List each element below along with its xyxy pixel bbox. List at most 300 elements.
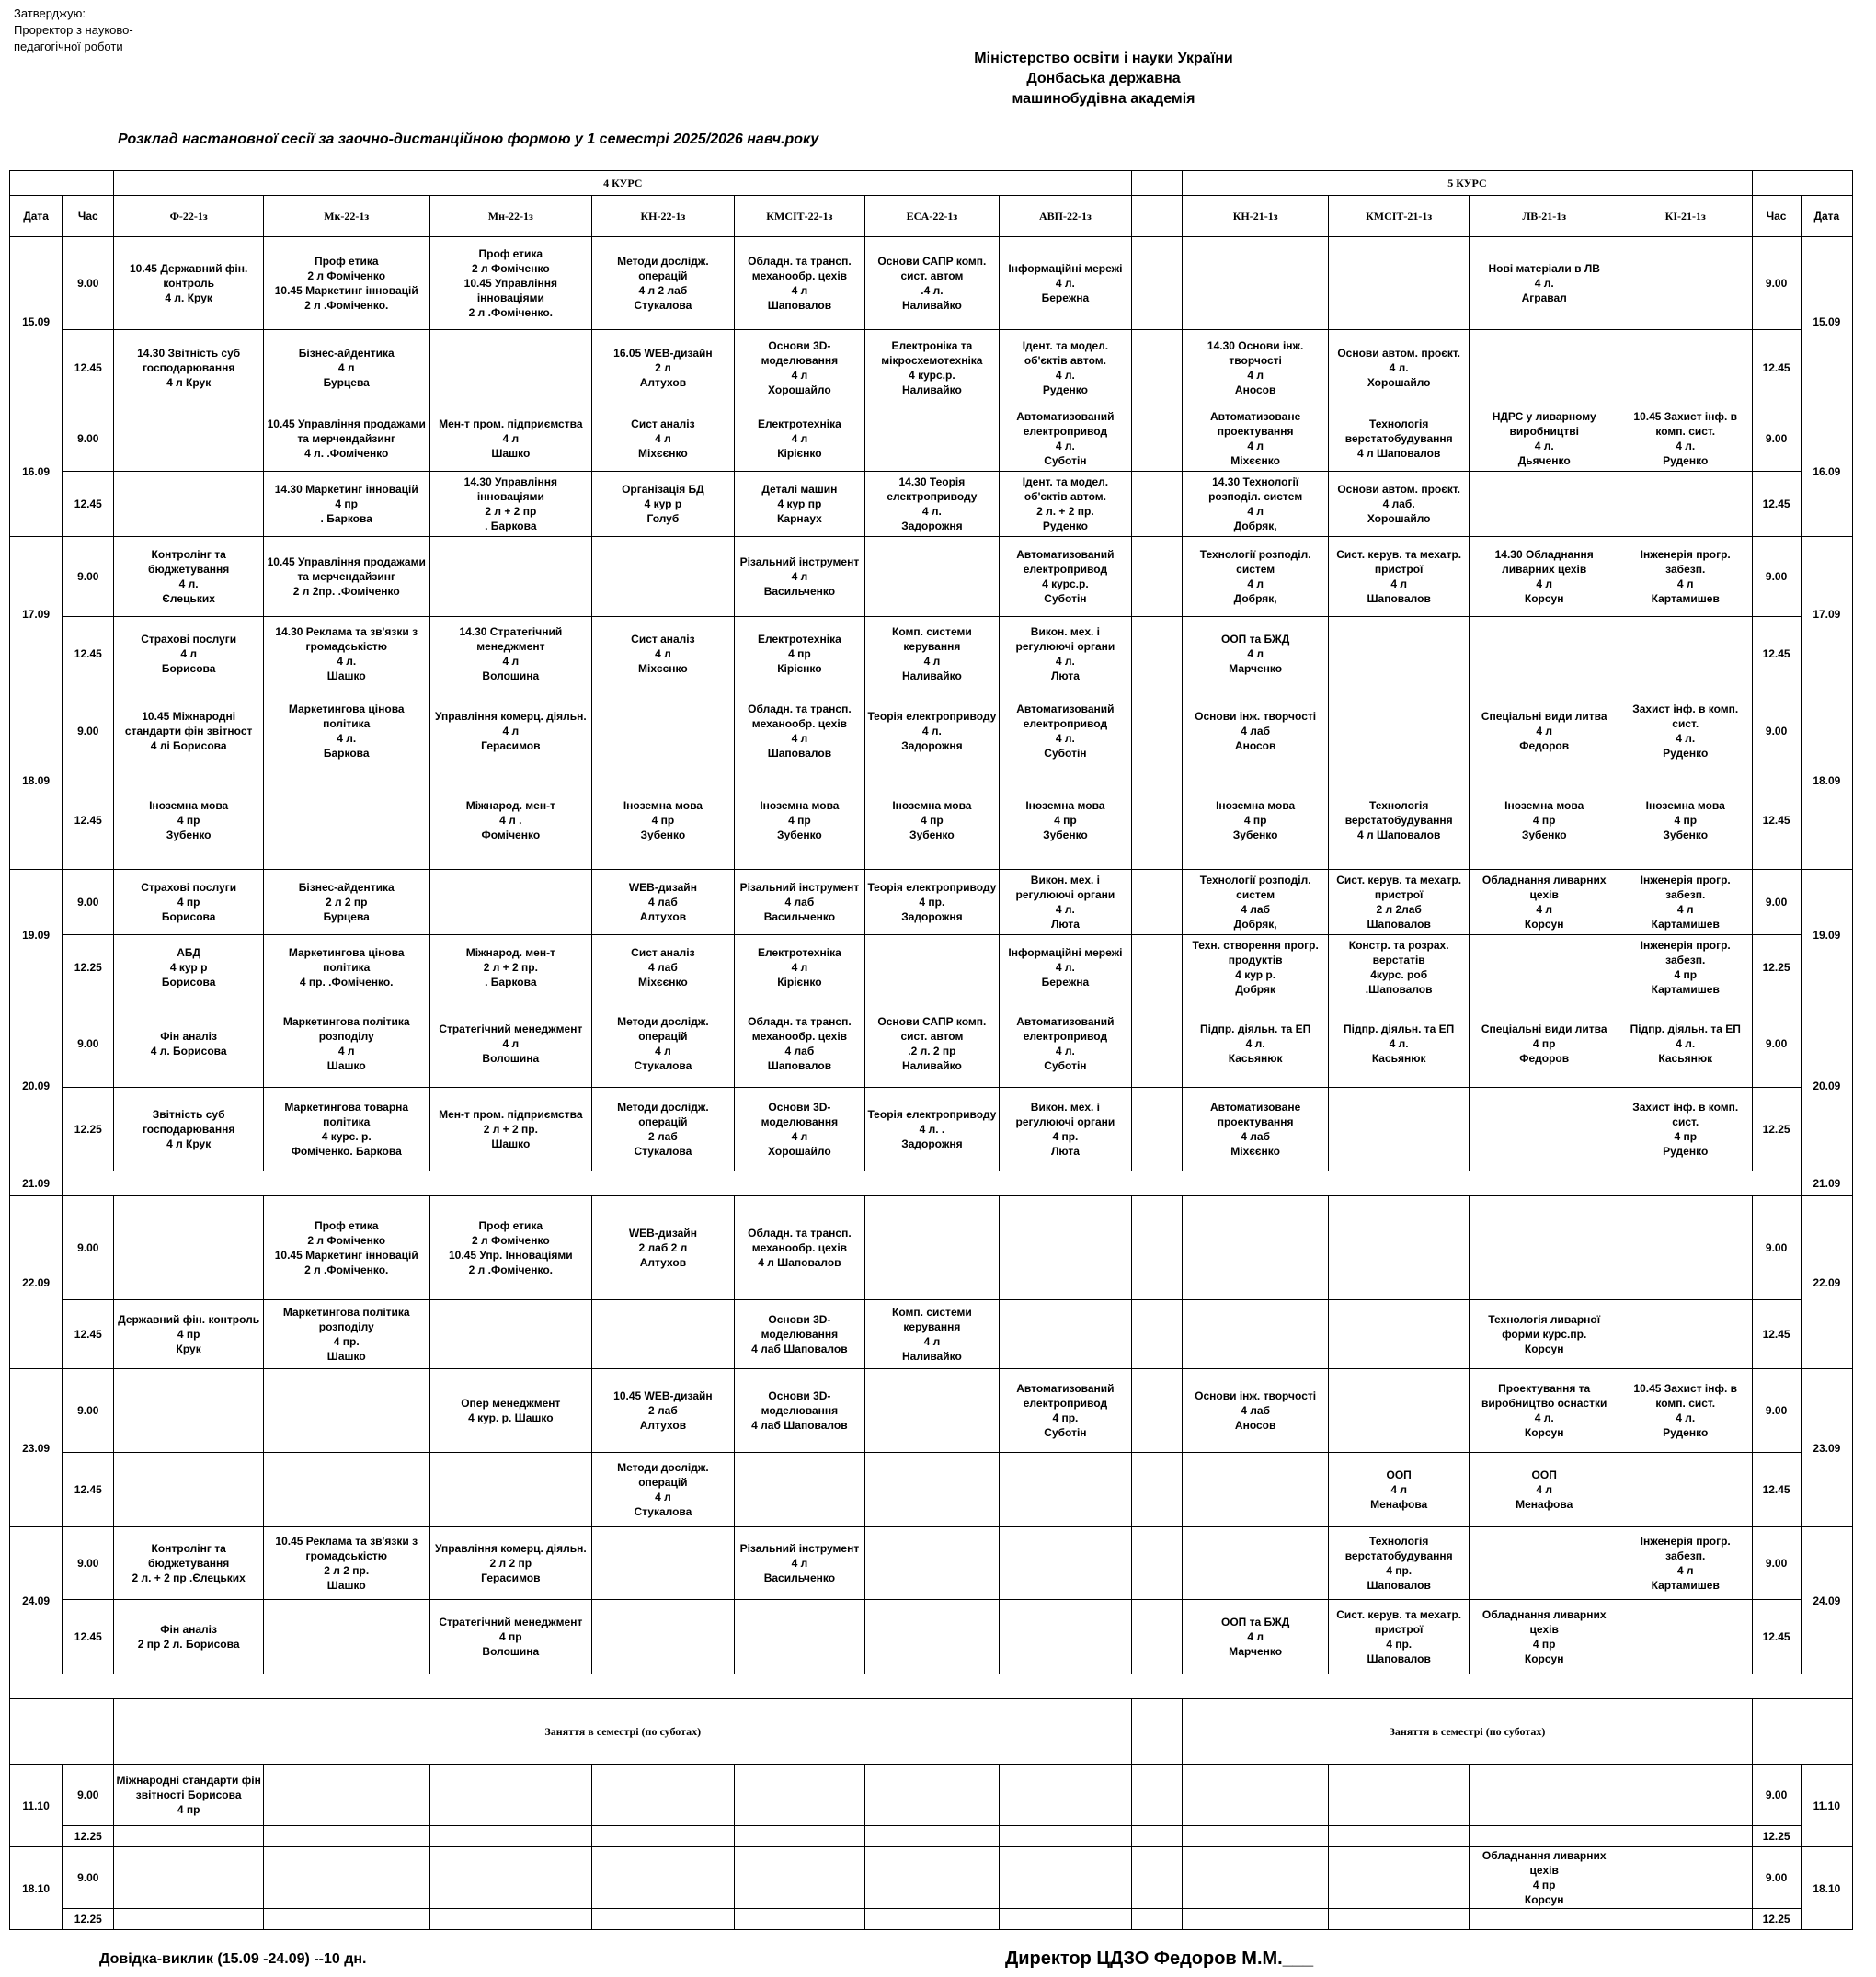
class-cell: Проф етика 2 л Фоміченко 10.45 Упр. Інноваціями 2 л .Фоміченко. — [429, 1196, 592, 1300]
group-header: КІ-21-1з — [1619, 196, 1752, 237]
class-cell — [1328, 691, 1470, 771]
class-cell: Автоматизоване проектування 4 л Міхєєнко — [1183, 406, 1329, 472]
class-cell: Основи інж. творчості 4 лаб Аносов — [1183, 691, 1329, 771]
gap-cell — [1132, 1527, 1183, 1600]
semester-row — [10, 1699, 1853, 1765]
class-cell: Інженерія прогр. забезп. 4 л Картамишев — [1619, 870, 1752, 935]
gap-cell — [1132, 406, 1183, 472]
class-cell — [1183, 1196, 1329, 1300]
time-cell: 9.00 — [63, 691, 114, 771]
gap-cell — [1132, 1369, 1183, 1453]
class-cell — [999, 1909, 1132, 1930]
class-cell — [114, 1826, 264, 1847]
class-cell: Ідент. та модел. об'єктів автом. 2 л. + 2 пр. Руденко — [999, 472, 1132, 537]
class-cell: Сист. керув. та мехатр. пристрої 4 пр. Шаповалов — [1328, 1600, 1470, 1674]
class-cell: Методи дослідж. операцій 4 л 2 лаб Стукалова — [592, 237, 735, 330]
class-cell: Нові матеріали в ЛВ 4 л. Агравал — [1470, 237, 1619, 330]
class-cell: ООП 4 л Менафова — [1328, 1453, 1470, 1527]
class-cell — [1328, 1300, 1470, 1369]
blank-row-cell — [10, 1674, 1853, 1699]
class-cell: 10.45 Міжнародні стандарти фін звітност 4 лі Борисова — [114, 691, 264, 771]
class-cell — [734, 1453, 864, 1527]
class-cell — [429, 1765, 592, 1826]
class-cell — [592, 1600, 735, 1674]
gap-cell — [1132, 1453, 1183, 1527]
time-cell: 9.00 — [1752, 691, 1801, 771]
class-cell: 10.45 Державний фін. контроль 4 л. Крук — [114, 237, 264, 330]
group-header: КН-21-1з — [1183, 196, 1329, 237]
class-cell: Автоматизоване проектування 4 лаб Міхєєнко — [1183, 1088, 1329, 1171]
class-cell: Основи САПР комп. сист. автом .4 л. Наливайко — [865, 237, 1000, 330]
class-cell: ООП 4 л Менафова — [1470, 1453, 1619, 1527]
class-cell — [114, 1369, 264, 1453]
class-cell: 14.30 Обладнання ливарних цехів 4 л Корсун — [1470, 537, 1619, 617]
class-cell: Підпр. діяльн. та ЕП 4 л. Касьянюк — [1328, 1000, 1470, 1088]
class-cell: Захист інф. в комп. сист. 4 пр Руденко — [1619, 1088, 1752, 1171]
class-cell: Комп. системи керування 4 л Наливайко — [865, 617, 1000, 691]
class-cell — [1470, 1196, 1619, 1300]
gap-cell — [1132, 1826, 1183, 1847]
table-row — [10, 472, 1853, 537]
table-row — [10, 1826, 1853, 1847]
class-cell: Звітність суб господарювання 4 л Крук — [114, 1088, 264, 1171]
class-cell — [865, 1453, 1000, 1527]
date-cell: 23.09 — [1801, 1369, 1852, 1527]
class-cell — [114, 1909, 264, 1930]
class-cell — [1183, 1847, 1329, 1909]
class-cell: 14.30 Стратегічний менеджмент 4 л Волошина — [429, 617, 592, 691]
class-cell — [865, 406, 1000, 472]
class-cell: Мен-т пром. підприємства 4 л Шашко — [429, 406, 592, 472]
class-cell: Електротехніка 4 пр Кірієнко — [734, 617, 864, 691]
class-cell — [999, 1196, 1132, 1300]
course-header-row — [10, 171, 1853, 196]
time-cell: 9.00 — [63, 406, 114, 472]
table-row — [10, 935, 1853, 1000]
class-cell — [263, 1826, 429, 1847]
table-row — [10, 1300, 1853, 1369]
class-cell: Іноземна мова 4 пр Зубенко — [734, 771, 864, 870]
class-cell — [592, 1527, 735, 1600]
class-cell: Бізнес-айдентика 4 л Бурцева — [263, 330, 429, 406]
table-row — [10, 1765, 1853, 1826]
class-cell — [429, 870, 592, 935]
class-cell: Управління комерц. діяльн. 4 л Герасимов — [429, 691, 592, 771]
gap-cell — [1132, 691, 1183, 771]
class-cell: 10.45 Реклама та зв'язки з громадськістю 2 л 2 пр. Шашко — [263, 1527, 429, 1600]
class-cell — [999, 1847, 1132, 1909]
class-cell — [429, 1453, 592, 1527]
class-cell — [1183, 1765, 1329, 1826]
class-cell — [1183, 1527, 1329, 1600]
table-row — [10, 1196, 1853, 1300]
corner-cell — [10, 171, 114, 196]
class-cell: НДРС у ливарному виробництві 4 л. Дьяченко — [1470, 406, 1619, 472]
table-row — [10, 1369, 1853, 1453]
class-cell: Техн. створення прогр. продуктів 4 кур р. Добряк — [1183, 935, 1329, 1000]
time-cell: 12.45 — [1752, 617, 1801, 691]
group-header: КН-22-1з — [592, 196, 735, 237]
class-cell — [1619, 1196, 1752, 1300]
time-cell: 9.00 — [63, 1765, 114, 1826]
class-cell — [1328, 1826, 1470, 1847]
class-cell: Управління комерц. діяльн. 2 л 2 пр Герасимов — [429, 1527, 592, 1600]
class-cell — [1619, 1847, 1752, 1909]
class-cell: Обладн. та трансп. механообр. цехів 4 л Шаповалов — [734, 1196, 864, 1300]
class-cell: Методи дослідж. операцій 2 лаб Стукалова — [592, 1088, 735, 1171]
class-cell: Проф етика 2 л Фоміченко 10.45 Маркетинг інновацій 2 л .Фоміченко. — [263, 1196, 429, 1300]
class-cell — [263, 1600, 429, 1674]
class-cell: Технологія верстатобудування 4 л Шаповалов — [1328, 771, 1470, 870]
class-cell — [1328, 1765, 1470, 1826]
class-cell: Основи інж. творчості 4 лаб Аносов — [1183, 1369, 1329, 1453]
date-cell: 22.09 — [1801, 1196, 1852, 1369]
time-cell: 9.00 — [63, 1196, 114, 1300]
class-cell: Державний фін. контроль 4 пр Крук — [114, 1300, 264, 1369]
class-cell: Основи САПР комп. сист. автом .2 л. 2 пр Наливайко — [865, 1000, 1000, 1088]
table-row — [10, 1600, 1853, 1674]
class-cell: Констр. та розрах. верстатів 4курс. роб .Шаповалов — [1328, 935, 1470, 1000]
date-cell: 19.09 — [10, 870, 63, 1000]
class-cell: Проф етика 2 л Фоміченко 10.45 Маркетинг інновацій 2 л .Фоміченко. — [263, 237, 429, 330]
class-cell: Спеціальні види литва 4 пр Федоров — [1470, 1000, 1619, 1088]
class-cell: Інженерія прогр. забезп. 4 л Картамишев — [1619, 1527, 1752, 1600]
table-row — [10, 1527, 1853, 1600]
class-cell — [1328, 1847, 1470, 1909]
signature-line — [14, 55, 101, 63]
class-cell — [1328, 617, 1470, 691]
ministry-line-1: Міністерство освіти і науки України — [974, 51, 1233, 66]
group-header: Мн-22-1з — [429, 196, 592, 237]
date-cell: 18.10 — [10, 1847, 63, 1930]
class-cell — [865, 1600, 1000, 1674]
time-cell: 12.45 — [63, 1600, 114, 1674]
time-cell: 12.45 — [63, 771, 114, 870]
class-cell: Контролінг та бюджетування 4 л. Єлецьких — [114, 537, 264, 617]
time-cell: 12.25 — [63, 1088, 114, 1171]
date-cell: 24.09 — [1801, 1527, 1852, 1674]
class-cell — [1328, 1369, 1470, 1453]
time-cell: 12.45 — [63, 472, 114, 537]
gap-cell — [1132, 935, 1183, 1000]
class-cell: 14.30 Маркетинг інновацій 4 пр . Баркова — [263, 472, 429, 537]
time-cell: 9.00 — [1752, 1000, 1801, 1088]
class-cell: Сист. керув. та мехатр. пристрої 4 л Шаповалов — [1328, 537, 1470, 617]
class-cell — [1619, 1765, 1752, 1826]
table-row — [10, 330, 1853, 406]
date-cell: 18.09 — [1801, 691, 1852, 870]
class-cell — [1328, 1196, 1470, 1300]
class-cell — [1470, 617, 1619, 691]
gap-cell — [1132, 870, 1183, 935]
class-cell: Обладнання ливарних цехів 4 л Корсун — [1470, 870, 1619, 935]
time-cell: 9.00 — [1752, 237, 1801, 330]
time-cell: 9.00 — [63, 237, 114, 330]
class-cell: Іноземна мова 4 пр Зубенко — [592, 771, 735, 870]
date-cell: 20.09 — [1801, 1000, 1852, 1171]
class-cell: Комп. системи керування 4 л Наливайко — [865, 1300, 1000, 1369]
class-cell: Маркетингова товарна політика 4 курс. р. Фоміченко. Баркова — [263, 1088, 429, 1171]
class-cell: Іноземна мова 4 пр Зубенко — [865, 771, 1000, 870]
table-row — [10, 771, 1853, 870]
time-cell: 12.45 — [1752, 1600, 1801, 1674]
time-cell: 9.00 — [63, 537, 114, 617]
class-cell — [1619, 1453, 1752, 1527]
class-cell: Викон. мех. і регулюючі органи 4 пр. Люта — [999, 1088, 1132, 1171]
semester-note-4: Заняття в семестрі (по суботах) — [114, 1699, 1132, 1765]
separator-row — [10, 1171, 1853, 1196]
time-cell: 12.45 — [63, 1300, 114, 1369]
gap-cell — [1132, 472, 1183, 537]
gap-cell — [1132, 330, 1183, 406]
class-cell: Різальний інструмент 4 л Васильченко — [734, 1527, 864, 1600]
class-cell: WEB-дизайн 4 лаб Алтухов — [592, 870, 735, 935]
date-cell: 20.09 — [10, 1000, 63, 1171]
class-cell — [865, 1527, 1000, 1600]
class-cell: Стратегічний менеджмент 4 пр Волошина — [429, 1600, 592, 1674]
class-cell — [865, 935, 1000, 1000]
class-cell: 14.30 Технології розподіл. систем 4 л Добряк, — [1183, 472, 1329, 537]
class-cell — [429, 330, 592, 406]
class-cell — [1619, 330, 1752, 406]
time-cell: 12.25 — [1752, 1088, 1801, 1171]
gap-cell — [1132, 1300, 1183, 1369]
class-cell: Стратегічний менеджмент 4 л Волошина — [429, 1000, 592, 1088]
time-cell: 9.00 — [63, 1369, 114, 1453]
class-cell: Ідент. та модел. об'єктів автом. 4 л. Руденко — [999, 330, 1132, 406]
gap-cell — [1132, 237, 1183, 330]
date-cell: 15.09 — [1801, 237, 1852, 406]
time-cell: 12.45 — [63, 617, 114, 691]
time-cell: 9.00 — [63, 1847, 114, 1909]
date-label: Дата — [10, 196, 63, 237]
class-cell: 14.30 Основи інж. творчості 4 л Аносов — [1183, 330, 1329, 406]
gap-cell — [1132, 1909, 1183, 1930]
class-cell — [263, 1847, 429, 1909]
class-cell: 16.05 WEB-дизайн 2 л Алтухов — [592, 330, 735, 406]
group-header: КМСІТ-22-1з — [734, 196, 864, 237]
class-cell: 14.30 Звітність суб господарювання 4 л Крук — [114, 330, 264, 406]
class-cell — [1470, 330, 1619, 406]
class-cell: Обладн. та трансп. механообр. цехів 4 л Шаповалов — [734, 691, 864, 771]
class-cell — [1183, 237, 1329, 330]
class-cell — [1183, 1300, 1329, 1369]
class-cell: 10.45 Захист інф. в комп. сист. 4 л. Руденко — [1619, 406, 1752, 472]
class-cell — [114, 1847, 264, 1909]
group-header: Мк-22-1з — [263, 196, 429, 237]
class-cell: Іноземна мова 4 пр Зубенко — [1183, 771, 1329, 870]
class-cell: Фін аналіз 4 л. Борисова — [114, 1000, 264, 1088]
approval-line-3: педагогічної роботи — [14, 40, 123, 53]
gap-cell — [1132, 1765, 1183, 1826]
class-cell — [1328, 1088, 1470, 1171]
class-cell: Технологія ливарної форми курс.пр. Корсун — [1470, 1300, 1619, 1369]
class-cell: Основи автом. проєкт. 4 лаб. Хорошайло — [1328, 472, 1470, 537]
class-cell: Спеціальні види литва 4 л Федоров — [1470, 691, 1619, 771]
class-cell: 14.30 Теорія електроприводу 4 л. Задорожня — [865, 472, 1000, 537]
class-cell: ООП та БЖД 4 л Марченко — [1183, 1600, 1329, 1674]
class-cell — [1470, 1765, 1619, 1826]
gap-cell — [1132, 1088, 1183, 1171]
class-cell: Основи 3D-моделювання 4 л Хорошайло — [734, 330, 864, 406]
time-cell: 9.00 — [63, 870, 114, 935]
group-header: ЛВ-21-1з — [1470, 196, 1619, 237]
class-cell — [865, 537, 1000, 617]
gap-cell — [1132, 1847, 1183, 1909]
class-cell — [999, 1453, 1132, 1527]
group-header: КМСІТ-21-1з — [1328, 196, 1470, 237]
class-cell — [1328, 237, 1470, 330]
class-cell: Сист аналіз 4 л Міхєєнко — [592, 406, 735, 472]
class-cell: Іноземна мова 4 пр Зубенко — [114, 771, 264, 870]
class-cell: Методи дослідж. операцій 4 л Стукалова — [592, 1453, 735, 1527]
class-cell: Основи 3D-моделювання 4 лаб Шаповалов — [734, 1369, 864, 1453]
class-cell — [429, 1826, 592, 1847]
class-cell: 10.45 Управління продажами та мерчендайзинг 4 л. .Фоміченко — [263, 406, 429, 472]
class-cell — [1619, 617, 1752, 691]
date-cell: 18.10 — [1801, 1847, 1852, 1930]
gap-cell — [1132, 771, 1183, 870]
class-cell — [429, 537, 592, 617]
class-cell: Інженерія прогр. забезп. 4 пр Картамишев — [1619, 935, 1752, 1000]
class-cell: Автоматизований електропривод 4 курс.р. Суботін — [999, 537, 1132, 617]
gap-cell — [1132, 1600, 1183, 1674]
class-cell: Сист аналіз 4 л Міхєєнко — [592, 617, 735, 691]
time-cell: 12.45 — [1752, 472, 1801, 537]
time-cell: 9.00 — [1752, 1527, 1801, 1600]
class-cell: Обладн. та трансп. механообр. цехів 4 л Шаповалов — [734, 237, 864, 330]
class-cell: WEB-дизайн 2 лаб 2 л Алтухов — [592, 1196, 735, 1300]
class-cell: Інформаційні мережі 4 л. Бережна — [999, 935, 1132, 1000]
time-cell: 9.00 — [63, 1527, 114, 1600]
class-cell — [592, 691, 735, 771]
class-cell — [1183, 1826, 1329, 1847]
date-cell: 16.09 — [1801, 406, 1852, 537]
gap-cell — [1132, 537, 1183, 617]
class-cell: Деталі машин 4 кур пр Карнаух — [734, 472, 864, 537]
class-cell — [114, 1196, 264, 1300]
ministry-header — [966, 49, 1241, 109]
date-cell: 11.10 — [10, 1765, 63, 1847]
class-cell: 10.45 Управління продажами та мерчендайзинг 2 л 2пр. .Фоміченко — [263, 537, 429, 617]
course-4-header: 4 КУРС — [114, 171, 1132, 196]
class-cell — [592, 1826, 735, 1847]
group-header: Ф-22-1з — [114, 196, 264, 237]
time-cell: 12.25 — [63, 1909, 114, 1930]
table-row — [10, 1909, 1853, 1930]
class-cell: Технології розподіл. систем 4 лаб Добряк, — [1183, 870, 1329, 935]
class-cell — [592, 537, 735, 617]
schedule-title: Розклад настановної сесії за заочно-дистанційною формою у 1 семестрі 2025/2026 навч.року — [118, 131, 819, 147]
time-cell: 9.00 — [1752, 870, 1801, 935]
class-cell: Теорія електроприводу 4 пр. Задорожня — [865, 870, 1000, 935]
table-row — [10, 1453, 1853, 1527]
class-cell: Маркетингова політика розподілу 4 л Шашко — [263, 1000, 429, 1088]
time-cell: 12.45 — [63, 330, 114, 406]
class-cell: Страхові послуги 4 л Борисова — [114, 617, 264, 691]
class-cell — [734, 1600, 864, 1674]
time-cell: 12.45 — [1752, 1300, 1801, 1369]
class-cell: Теорія електроприводу 4 л. Задорожня — [865, 691, 1000, 771]
date-cell: 15.09 — [10, 237, 63, 406]
time-cell: 12.25 — [1752, 1909, 1801, 1930]
time-cell: 9.00 — [1752, 1765, 1801, 1826]
gap-cell — [1132, 171, 1183, 196]
class-cell: Страхові послуги 4 пр Борисова — [114, 870, 264, 935]
class-cell: 10.45 WEB-дизайн 2 лаб Алтухов — [592, 1369, 735, 1453]
table-row — [10, 1088, 1853, 1171]
date-cell: 21.09 — [1801, 1171, 1852, 1196]
class-cell: Проектування та виробництво оснастки 4 л. Корсун — [1470, 1369, 1619, 1453]
time-cell: 12.45 — [1752, 771, 1801, 870]
footer-signature: Директор ЦДЗО Федоров М.М.___ — [1005, 1948, 1314, 1969]
gap-cell — [1132, 196, 1183, 237]
class-cell — [592, 1300, 735, 1369]
class-cell — [114, 406, 264, 472]
class-cell: Інформаційні мережі 4 л. Бережна — [999, 237, 1132, 330]
class-cell: Сист аналіз 4 лаб Міхєєнко — [592, 935, 735, 1000]
class-cell — [1470, 935, 1619, 1000]
class-cell: Опер менеджмент 4 кур. р. Шашко — [429, 1369, 592, 1453]
class-cell — [429, 1847, 592, 1909]
date-cell: 18.09 — [10, 691, 63, 870]
approval-line-1: Затверджую: — [14, 6, 86, 20]
date-cell: 22.09 — [10, 1196, 63, 1369]
table-row — [10, 691, 1853, 771]
ministry-line-3: машинобудівна академія — [1012, 91, 1195, 107]
semester-note-5: Заняття в семестрі (по суботах) — [1183, 1699, 1752, 1765]
class-cell: Підпр. діяльн. та ЕП 4 л. Касьянюк — [1183, 1000, 1329, 1088]
class-cell — [1328, 1909, 1470, 1930]
class-cell: Викон. мех. і регулюючі органи 4 л. Люта — [999, 617, 1132, 691]
class-cell: Мен-т пром. підприємства 2 л + 2 пр. Шашко — [429, 1088, 592, 1171]
class-cell — [1470, 472, 1619, 537]
class-cell — [1619, 1300, 1752, 1369]
class-cell: Автоматизований електропривод 4 пр. Суботін — [999, 1369, 1132, 1453]
table-row — [10, 1000, 1853, 1088]
time-cell: 12.25 — [1752, 935, 1801, 1000]
approval-line-2: Проректор з науково- — [14, 23, 133, 37]
class-cell — [263, 771, 429, 870]
date-cell: 21.09 — [10, 1171, 63, 1196]
course-5-header: 5 КУРС — [1183, 171, 1752, 196]
date-cell: 11.10 — [1801, 1765, 1852, 1847]
class-cell — [114, 472, 264, 537]
class-cell: Автоматизований електропривод 4 л. Суботін — [999, 406, 1132, 472]
class-cell — [999, 1300, 1132, 1369]
class-cell: Сист. керув. та мехатр. пристрої 2 л 2лаб Шаповалов — [1328, 870, 1470, 935]
class-cell — [592, 1909, 735, 1930]
date-cell: 17.09 — [1801, 537, 1852, 691]
class-cell: Міжнарод. мен-т 4 л . Фоміченко — [429, 771, 592, 870]
class-cell: Міжнарод. мен-т 2 л + 2 пр. . Баркова — [429, 935, 592, 1000]
time-cell: 12.25 — [63, 1826, 114, 1847]
class-cell: Технологія верстатобудування 4 л Шаповалов — [1328, 406, 1470, 472]
class-cell: Автоматизований електропривод 4 л. Суботін — [999, 691, 1132, 771]
class-cell: Методи дослідж. операцій 4 л Стукалова — [592, 1000, 735, 1088]
class-cell: Бізнес-айдентика 2 л 2 пр Бурцева — [263, 870, 429, 935]
class-cell: Основи 3D-моделювання 4 л Хорошайло — [734, 1088, 864, 1171]
approval-block — [14, 6, 133, 63]
class-cell — [999, 1600, 1132, 1674]
class-cell: 10.45 Захист інф. в комп. сист. 4 л. Руденко — [1619, 1369, 1752, 1453]
time-label: Час — [63, 196, 114, 237]
table-row — [10, 537, 1853, 617]
class-cell — [1619, 1826, 1752, 1847]
time-cell: 9.00 — [63, 1000, 114, 1088]
class-cell: Контролінг та бюджетування 2 л. + 2 пр .Єлецьких — [114, 1527, 264, 1600]
class-cell — [592, 1765, 735, 1826]
